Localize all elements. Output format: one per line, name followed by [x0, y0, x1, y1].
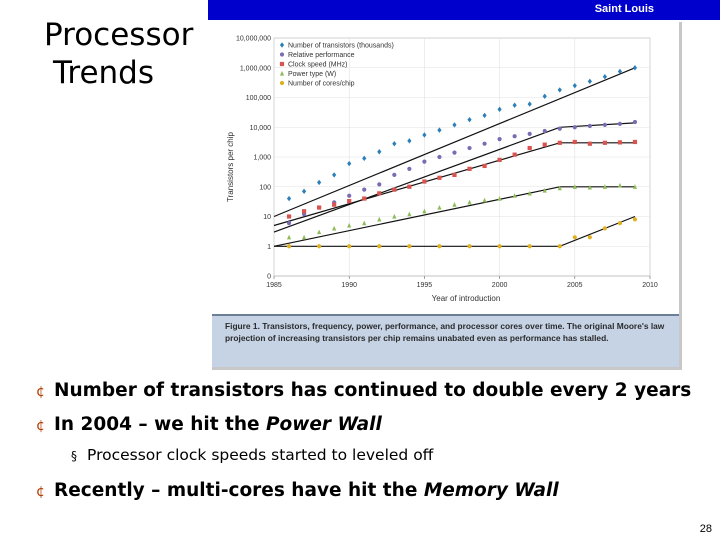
data-point-clock-speed-mhz [603, 141, 607, 145]
data-point-clock-speed-mhz [558, 141, 562, 145]
y-tick-label: 100 [259, 184, 271, 192]
y-tick-label: 1 [267, 243, 271, 251]
data-point-clock-speed-mhz [347, 199, 351, 203]
data-point-number-of-cores-chip [347, 244, 351, 248]
data-point-relative-performance [392, 173, 396, 177]
data-point-number-of-cores-chip [287, 244, 291, 248]
header-bar [208, 0, 720, 20]
data-point-relative-performance [377, 182, 381, 186]
x-tick-label: 2005 [567, 282, 583, 289]
page-number: 28 [699, 523, 712, 535]
data-point-relative-performance [287, 221, 291, 225]
data-point-clock-speed-mhz [588, 142, 592, 146]
data-point-number-of-cores-chip [558, 244, 562, 248]
legend-marker-clock-speed-mhz [280, 62, 284, 66]
data-point-clock-speed-mhz [482, 164, 486, 168]
data-point-clock-speed-mhz [633, 140, 637, 144]
data-point-clock-speed-mhz [377, 191, 381, 195]
data-point-clock-speed-mhz [287, 214, 291, 218]
transistor-trends-chart [212, 22, 679, 312]
bullet-transistors [36, 380, 691, 401]
data-point-clock-speed-mhz [543, 143, 547, 147]
figure-caption: Figure 1. Transistors, frequency, power, performance, and processor cores over time. The original Moore's law projection of increasing transistors per chip remains unabated even as performance has stalled. [212, 314, 679, 367]
sub-bullet-marker: § [71, 449, 77, 463]
bullet-text: In 2004 – we hit the [54, 414, 266, 435]
data-point-number-of-cores-chip [573, 235, 577, 239]
y-tick-label: 10 [263, 214, 271, 221]
x-tick-label: 1990 [341, 282, 357, 289]
title-line-2: Trends [53, 55, 154, 91]
bullet-emphasis: Memory Wall [423, 480, 559, 501]
x-tick-label: 1995 [416, 282, 433, 289]
data-point-relative-performance [543, 129, 547, 133]
data-point-number-of-cores-chip [377, 244, 381, 248]
data-point-clock-speed-mhz [452, 173, 456, 177]
y-tick-label: 1,000,000 [239, 65, 271, 73]
data-point-clock-speed-mhz [573, 140, 577, 144]
sub-bullet-text: Processor clock speeds started to leveled off [87, 446, 434, 464]
data-point-clock-speed-mhz [437, 176, 441, 180]
y-tick-label: 10,000 [249, 124, 271, 132]
sub-bullet-clock [71, 446, 433, 464]
slide-title [44, 16, 193, 92]
data-point-clock-speed-mhz [618, 140, 622, 144]
data-point-clock-speed-mhz [422, 179, 426, 183]
data-point-relative-performance [347, 194, 351, 198]
data-point-relative-performance [452, 151, 456, 155]
data-point-relative-performance [528, 132, 532, 136]
bullet-emphasis: Power Wall [266, 414, 382, 435]
data-point-number-of-cores-chip [528, 244, 532, 248]
data-point-number-of-cores-chip [467, 244, 471, 248]
legend-label-clock-speed-mhz: Clock speed (MHz) [288, 61, 348, 69]
legend-label-number-of-transistors-thousands: Number of transistors (thousands) [288, 42, 394, 50]
data-point-clock-speed-mhz [498, 158, 502, 162]
y-tick-label: 100,000 [245, 95, 271, 102]
data-point-relative-performance [633, 120, 637, 124]
data-point-number-of-cores-chip [437, 244, 441, 248]
bullet-marker: ¢ [36, 384, 45, 400]
data-point-number-of-cores-chip [407, 244, 411, 248]
data-point-clock-speed-mhz [317, 205, 321, 209]
legend-label-relative-performance: Relative performance [288, 52, 355, 60]
data-point-number-of-cores-chip [603, 226, 607, 230]
data-point-clock-speed-mhz [407, 185, 411, 189]
data-point-clock-speed-mhz [302, 209, 306, 213]
data-point-clock-speed-mhz [467, 167, 471, 171]
bullet-memory-wall [36, 480, 559, 501]
x-axis-label: Year of introduction [431, 294, 501, 303]
legend-label-number-of-cores-chip: Number of cores/chip [288, 80, 355, 88]
legend-label-power-type-w: Power type (W) [288, 71, 337, 79]
y-tick-label: 1,000 [253, 154, 271, 162]
legend-marker-relative-performance [280, 52, 284, 56]
data-point-number-of-cores-chip [588, 235, 592, 239]
figure-panel [212, 22, 682, 370]
data-point-relative-performance [618, 122, 622, 126]
bullet-text: Recently – multi-cores have hit the [54, 480, 424, 501]
y-tick-label: 0 [267, 273, 271, 281]
data-point-clock-speed-mhz [362, 196, 366, 200]
data-point-number-of-cores-chip [317, 244, 321, 248]
data-point-clock-speed-mhz [513, 153, 517, 157]
data-point-relative-performance [407, 167, 411, 171]
x-tick-label: 1985 [266, 282, 282, 289]
data-point-relative-performance [362, 188, 366, 192]
data-point-relative-performance [513, 134, 517, 138]
data-point-number-of-cores-chip [633, 217, 637, 221]
data-point-relative-performance [573, 125, 577, 129]
data-point-clock-speed-mhz [392, 188, 396, 192]
bullet-marker: ¢ [36, 418, 45, 434]
x-tick-label: 2010 [642, 282, 658, 289]
bullet-marker: ¢ [36, 484, 45, 500]
data-point-relative-performance [558, 127, 562, 131]
data-point-number-of-cores-chip [498, 244, 502, 248]
data-point-clock-speed-mhz [332, 203, 336, 207]
y-axis-label: Transistors per chip [226, 132, 235, 202]
bullet-power-wall [36, 414, 382, 435]
x-tick-label: 2000 [491, 282, 508, 289]
data-point-clock-speed-mhz [528, 146, 532, 150]
title-line-1: Processor [44, 17, 194, 53]
data-point-relative-performance [422, 160, 426, 164]
data-point-relative-performance [467, 146, 471, 150]
data-point-relative-performance [437, 155, 441, 159]
data-point-relative-performance [588, 124, 592, 128]
data-point-relative-performance [498, 137, 502, 141]
brand-label: Saint Louis [594, 3, 654, 15]
bullet-text: Number of transistors has continued to double every 2 years [54, 380, 692, 401]
legend-marker-number-of-cores-chip [280, 81, 284, 85]
y-tick-label: 10,000,000 [235, 35, 271, 43]
data-point-number-of-cores-chip [618, 221, 622, 225]
data-point-relative-performance [603, 123, 607, 127]
data-point-relative-performance [482, 142, 486, 146]
